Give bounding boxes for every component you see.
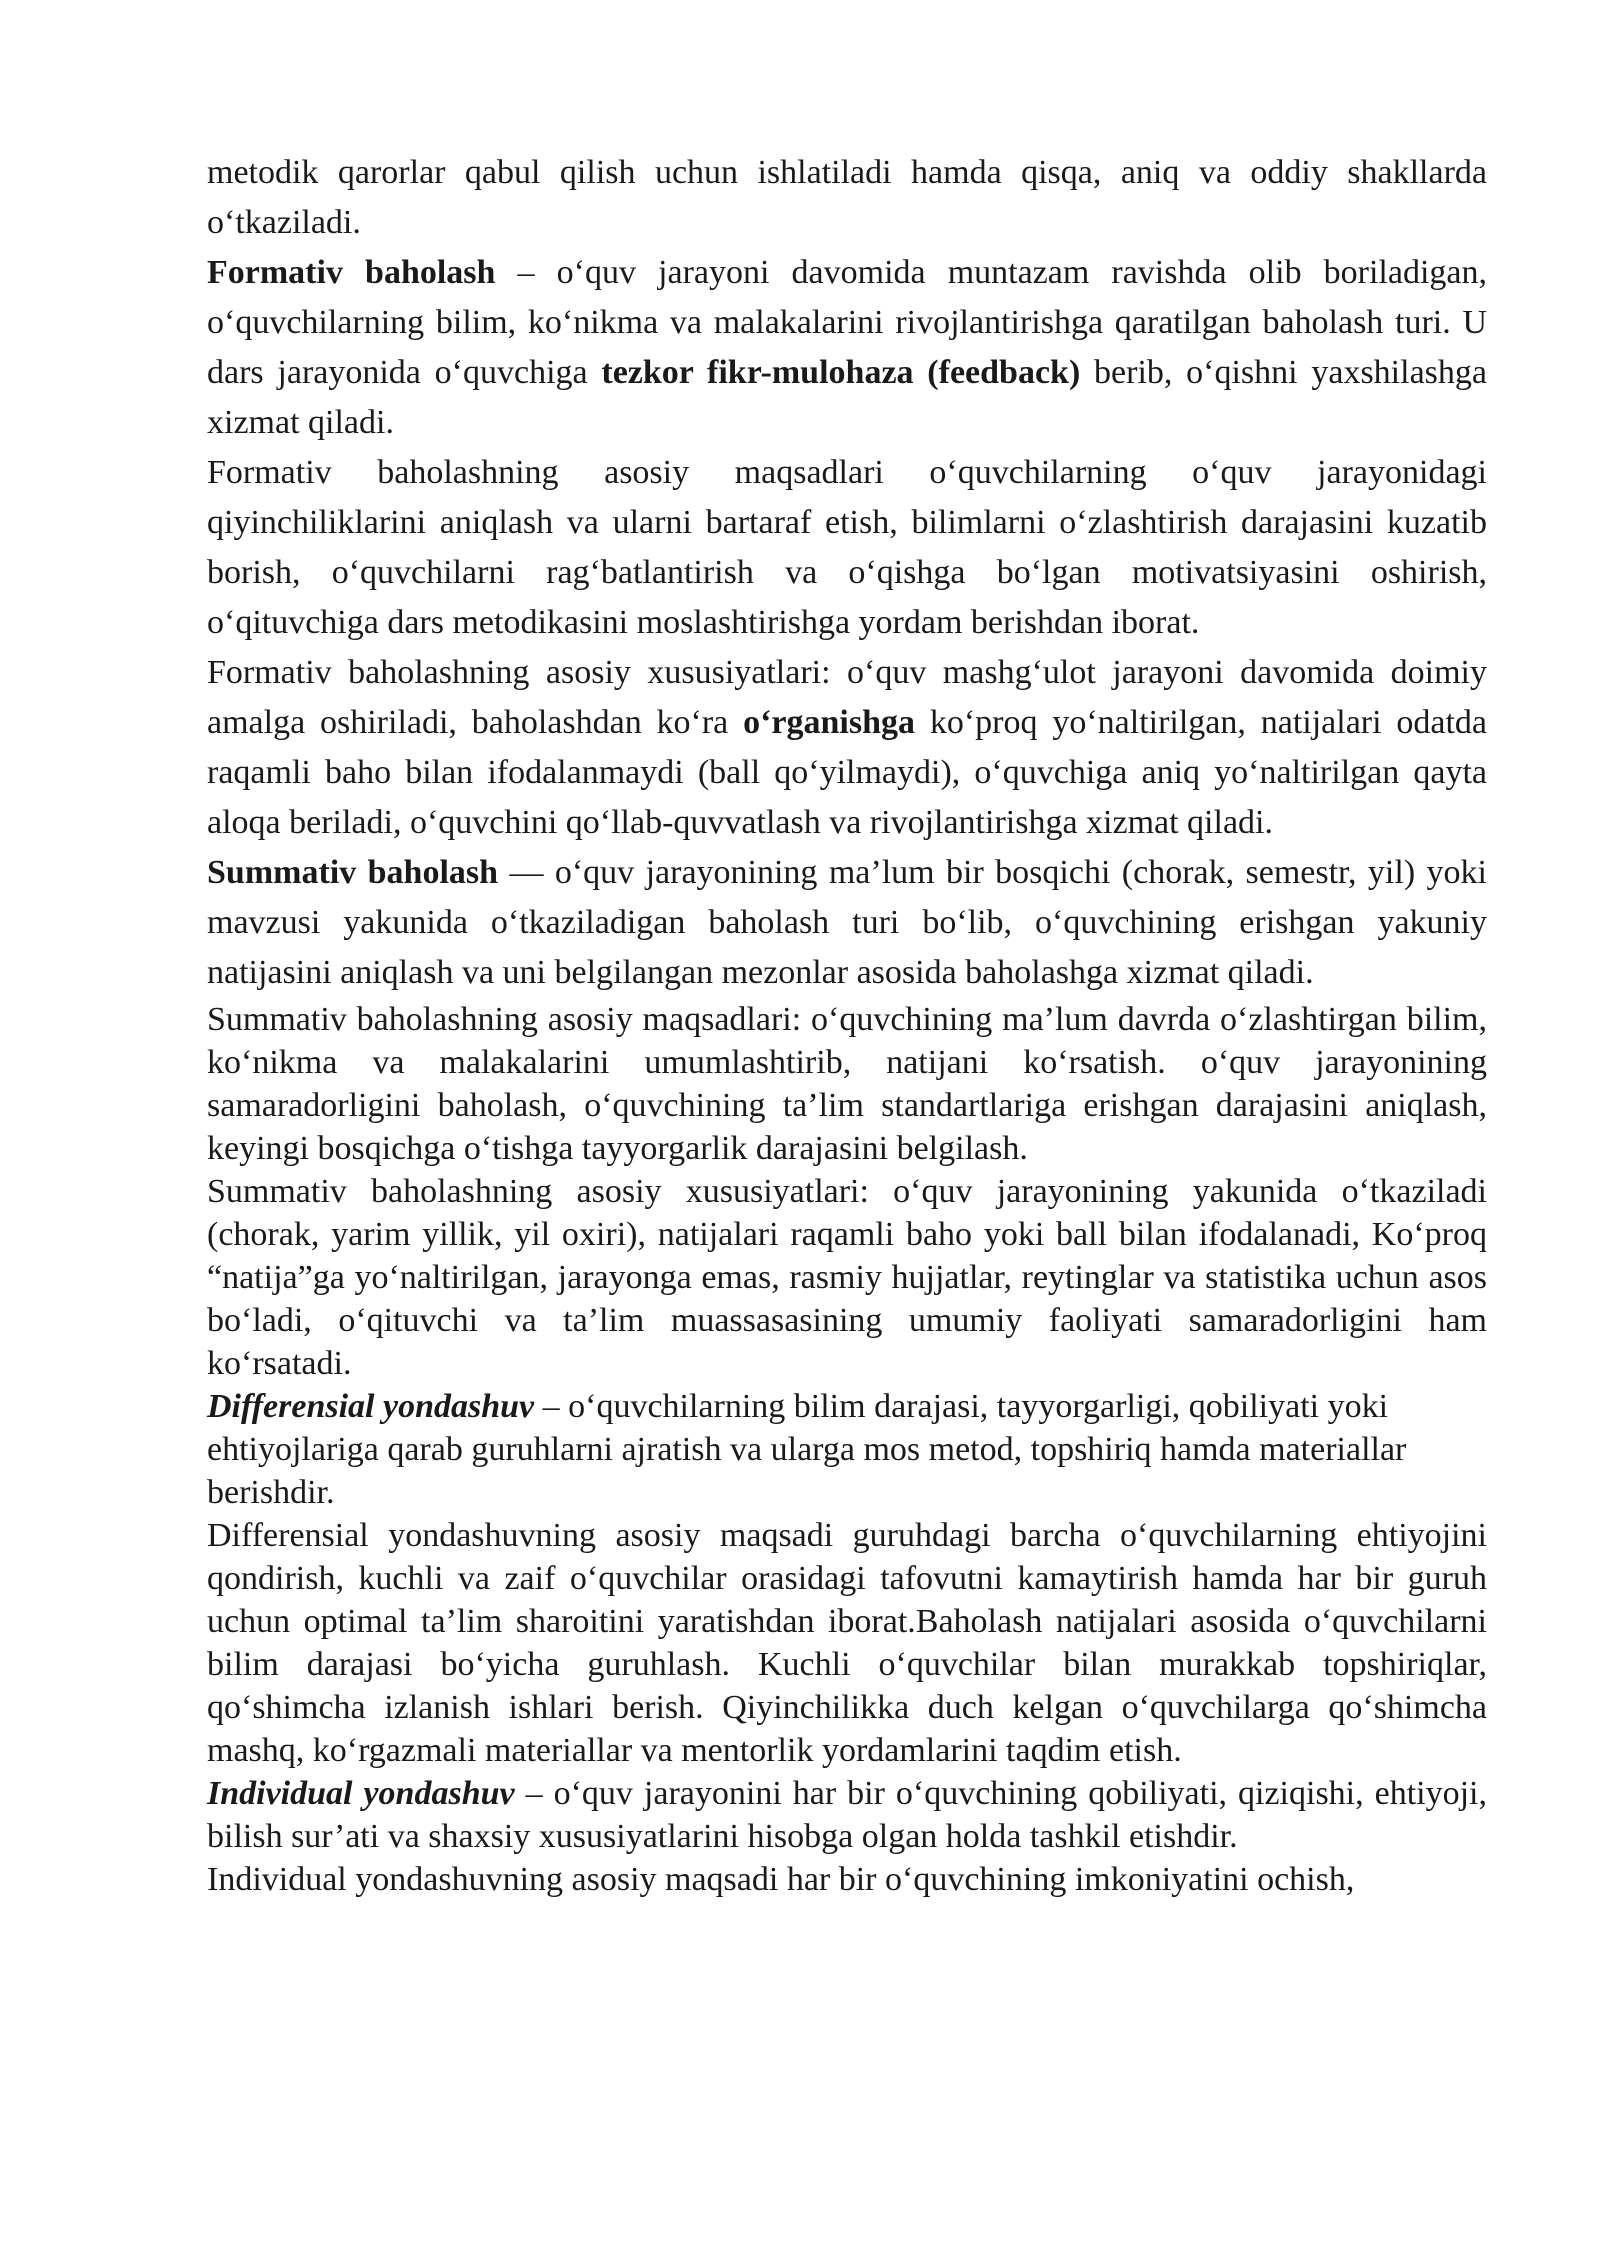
text-run: Formativ baholashning asosiy xususiyatlari: o‘quv mashg‘ulot jarayoni davomida doimiy amalga oshiriladi, baholashdan ko‘ra <box>207 654 1487 741</box>
paragraph-differensial-goals <box>207 1514 1487 1772</box>
text-run: Individual yondashuvning asosiy maqsadi har bir o‘quvchining imkoniyatini ochish, <box>207 1861 1355 1898</box>
text-run: — o‘quv jarayonining ma’lum bir bosqichi (chorak, semestr, yil) yoki mavzusi yakunida o‘tkaziladigan baholash turi bo‘lib, o‘quvchining erishgan yakuniy natijasini aniqlash va uni belgilangan mezonlar asosida baholashga xizmat qiladi. <box>207 854 1487 991</box>
paragraph-formativ-goals <box>207 448 1487 648</box>
paragraph-individual-goals <box>207 1858 1487 1901</box>
text-run: Summativ baholashning asosiy xususiyatlari: o‘quv jarayonining yakunida o‘tkaziladi (chorak, yarim yillik, yil oxiri), natijalari raqamli baho yoki ball bilan ifodalanadi, Ko‘proq “natija”ga yo‘naltirilgan, jarayonga emas, rasmiy hujjatlar, reytinglar va statistika uchun asos bo‘ladi, o‘qituvchi va ta’lim muassasasining umumiy faoliyati samaradorligini ham ko‘rsatadi. <box>207 1173 1487 1382</box>
paragraph-individual-definition <box>207 1772 1487 1858</box>
document-page <box>207 148 1487 1901</box>
text-run: – o‘quv jarayoni davomida muntazam ravishda olib boriladigan, o‘quvchilarning bilim, ko‘nikma va malakalarini rivojlantirishga qaratilgan baholash turi. U dars jarayonida o‘quvchiga <box>207 254 1487 391</box>
text-run: – o‘quvchilarning bilim darajasi, tayyorgarligi, qobiliyati yoki ehtiyojlariga qarab guruhlarni ajratish va ularga mos metod, topshiriq hamda materiallar berishdir. <box>207 1388 1407 1511</box>
text-run: Summativ baholashning asosiy maqsadlari: o‘quvchining ma’lum davrda o‘zlashtirgan bilim, ko‘nikma va malakalarini umumlashtirib, natijani ko‘rsatish. o‘quv jarayonining samaradorligini baholash, o‘quvchining ta’lim standartlariga erishgan darajasini aniqlash, keyingi bosqichga o‘tishga tayyorgarlik darajasini belgilash. <box>207 1001 1487 1167</box>
paragraph-formativ-features <box>207 648 1487 848</box>
term-summativ-baholash: Summativ baholash <box>207 854 499 891</box>
text-run: – o‘quv jarayonini har bir o‘quvchining qobiliyati, qiziqishi, ehtiyoji, bilish sur’ati va shaxsiy xususiyatlarini hisobga olgan holda tashkil etishdir. <box>207 1775 1487 1855</box>
text-run: ko‘proq yo‘naltirilgan, natijalari odatda raqamli baho bilan ifodalanmaydi (ball qo‘yilmaydi), o‘quvchiga aniq yo‘naltirilgan qayta aloqa beriladi, o‘quvchini qo‘llab-quvvatlash va rivojlantirishga xizmat qiladi. <box>207 704 1488 841</box>
term-formativ-baholash: Formativ baholash <box>207 254 496 291</box>
paragraph-differensial-definition <box>207 1385 1442 1514</box>
paragraph-summativ-definition <box>207 848 1487 998</box>
paragraph-summativ-features <box>207 1170 1487 1385</box>
term-organishga: o‘rganishga <box>743 704 916 741</box>
paragraph-intro-continuation <box>207 148 1487 248</box>
term-individual-yondashuv: Individual yondashuv <box>207 1775 515 1812</box>
paragraph-summativ-goals <box>207 998 1487 1170</box>
term-differensial-yondashuv: Differensial yondashuv <box>207 1388 535 1425</box>
paragraph-formativ-definition <box>207 248 1487 448</box>
text-run: metodik qarorlar qabul qilish uchun ishlatiladi hamda qisqa, aniq va oddiy shakllarda o‘tkaziladi. <box>207 154 1487 241</box>
text-run: berib, o‘qishni yaxshilashga xizmat qiladi. <box>207 354 1487 441</box>
term-feedback: tezkor fikr-mulohaza (feedback) <box>601 354 1081 391</box>
text-run: Formativ baholashning asosiy maqsadlari o‘quvchilarning o‘quv jarayonidagi qiyinchiliklarini aniqlash va ularni bartaraf etish, bilimlarni o‘zlashtirish darajasini kuzatib borish, o‘quvchilarni rag‘batlantirish va o‘qishga bo‘lgan motivatsiyasini oshirish, o‘qituvchiga dars metodikasini moslashtirishga yordam berishdan iborat. <box>207 454 1487 641</box>
text-run: Differensial yondashuvning asosiy maqsadi guruhdagi barcha o‘quvchilarning ehtiyojini qondirish, kuchli va zaif o‘quvchilar orasidagi tafovutni kamaytirish hamda har bir guruh uchun optimal ta’lim sharoitini yaratishdan iborat.Baholash natijalari asosida o‘quvchilarni bilim darajasi bo‘yicha guruhlash. Kuchli o‘quvchilar bilan murakkab topshiriqlar, qo‘shimcha izlanish ishlari berish. Qiyinchilikka duch kelgan o‘quvchilarga qo‘shimcha mashq, ko‘rgazmali materiallar va mentorlik yordamlarini taqdim etish. <box>207 1517 1487 1769</box>
